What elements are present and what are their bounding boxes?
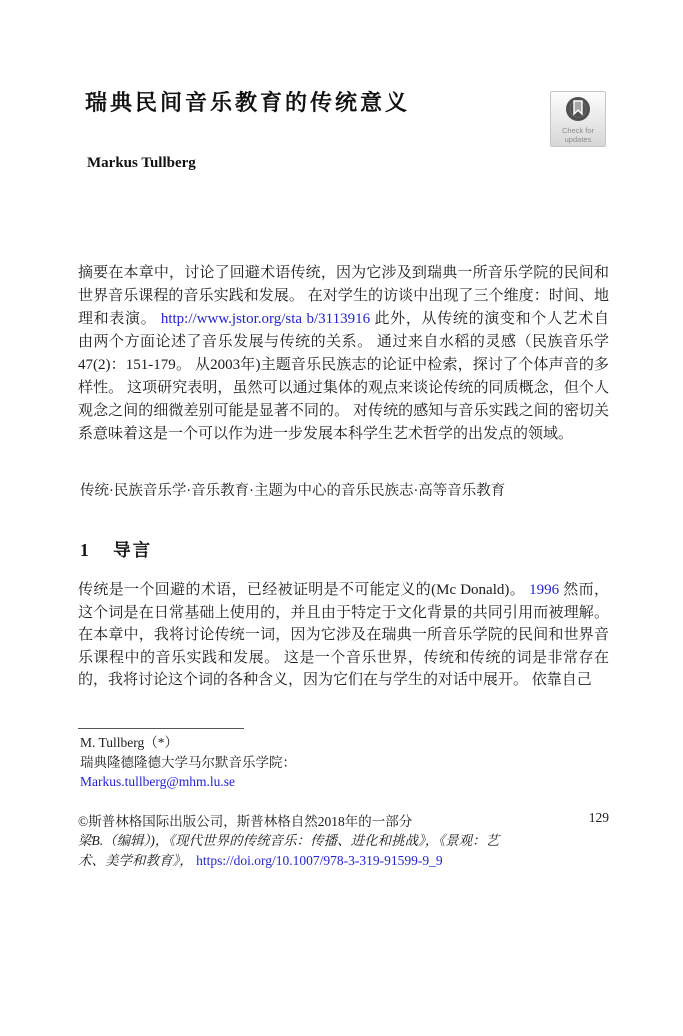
inline-link[interactable]: http://www.jstor.org/sta b/3113916: [160, 311, 371, 327]
author-name: Markus Tullberg: [87, 155, 196, 171]
text-segment: 然而，这个词是在日常基础上使用的，并且由于特定于文化背景的共同引用而被理解。 在本章中，我将讨论传统一词，因为它涉及在瑞典一所音乐学院的民间和世界音乐课程中的音乐实践和发展。 这是一个音乐世界，传统和传统的词是非常存在的，我将讨论这个词的各种含义，因为它们在与学生的对话中展开。 依靠自己: [78, 582, 609, 688]
abstract-paragraph: [78, 262, 609, 446]
check-for-updates-badge[interactable]: [550, 91, 606, 147]
text-segment: 摘要在本章中，讨论了回避术语传统，因为它涉及到瑞典一所音乐学院的民间和世界音乐课程的音乐实践和发展。 在对学生的访谈中出现了三个维度：时间、地理和表演。: [78, 265, 609, 327]
page-title: 瑞典民间音乐教育的传统意义: [85, 90, 411, 115]
section-heading: [80, 537, 152, 562]
section-title: 导言: [113, 540, 153, 560]
inline-link[interactable]: 1996: [529, 582, 560, 598]
email-link[interactable]: Markus.tullberg@mhm.lu.se: [80, 774, 236, 789]
keywords-line: 传统·民族音乐学·音乐教育·主题为中心的音乐民族志·高等音乐教育: [80, 483, 506, 499]
text-segment: 梁B.（编辑）)，《现代世界的传统音乐：传播、进化和挑战》，《景观：艺术、美学和教育》，: [78, 833, 500, 868]
badge-label-line1: Check for: [561, 126, 595, 135]
page-number: 129: [588, 810, 609, 825]
copyright-text: ©斯普林格国际出版公司，斯普林格自然2018年的一部分: [78, 814, 413, 829]
inline-link[interactable]: https://doi.org/10.1007/978-3-319-91599-9_9: [196, 853, 443, 868]
footnote-author: M. Tullberg（*）: [80, 735, 179, 750]
footnote-divider: [78, 728, 244, 729]
crossmark-bookmark-icon: [551, 96, 605, 127]
text-segment: 此外，从传统的演变和个人艺术自由两个方面论述了音乐发展与传统的关系。 通过来自水稻的灵感（民族音乐学47(2)：151-179。 从2003年)主题音乐民族志的论证中检索，探讨了个体声音的多样性。 这项研究表明，虽然可以通过集体的观点来谈论传统的同质概念，但个人观念之间的细微差别可能是显著不同的。 对传统的感知与音乐实践之间的密切关系意味着这是一个可以作为进一步发展本科学生艺术哲学的出发点的领域。: [78, 311, 609, 442]
footnote-block: [80, 733, 611, 792]
text-segment: 传统是一个回避的术语，已经被证明是不可能定义的(Mc Donald)。: [78, 582, 530, 598]
footnote-affiliation: 瑞典隆德隆德大学马尔默音乐学院：: [80, 754, 296, 770]
citation-block: [78, 831, 523, 871]
section-number: 1: [80, 540, 89, 560]
badge-label-line2: updates: [564, 134, 592, 144]
body-paragraph: [78, 579, 609, 692]
copyright-line: [78, 810, 609, 830]
